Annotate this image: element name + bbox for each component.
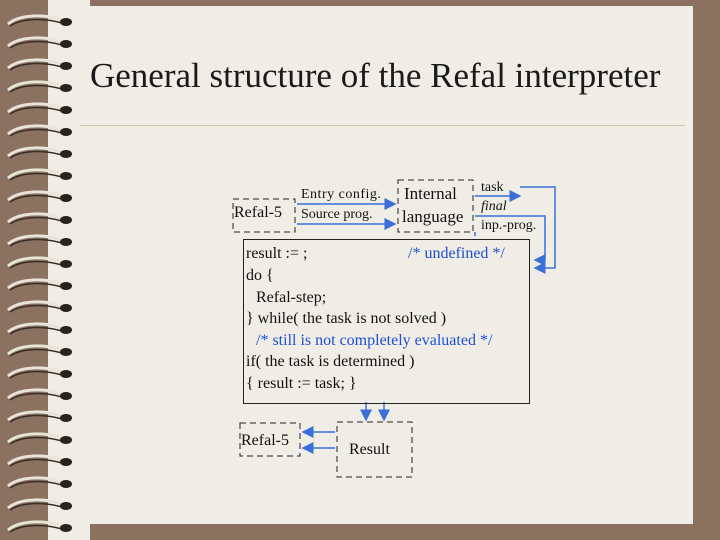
code-line-7: { result := task; } — [246, 375, 357, 392]
refal-label-top: Refal-5 — [234, 204, 282, 221]
code-line-2: do { — [246, 267, 274, 284]
task-label: task — [481, 180, 504, 195]
inp-prog-label: inp.-prog. — [481, 218, 537, 233]
slide-title: General structure of the Refal interpreter — [90, 56, 661, 95]
code-line-1: result := ; — [246, 245, 308, 262]
code-comment-still: /* still is not completely evaluated */ — [256, 332, 493, 349]
code-line-6: if( the task is determined ) — [246, 353, 415, 370]
code-line-4: } while( the task is not solved ) — [246, 310, 447, 327]
source-prog-label: Source prog. — [301, 207, 373, 222]
refal-label-bottom: Refal-5 — [241, 432, 289, 449]
internal-label: Internal — [404, 184, 457, 203]
final-label: final — [481, 199, 507, 214]
entry-config-label: Entry config. — [301, 187, 382, 202]
language-label: language — [402, 207, 464, 226]
code-comment-undefined: /* undefined */ — [408, 245, 505, 262]
code-line-3: Refal-step; — [256, 289, 327, 306]
result-label: Result — [349, 441, 390, 458]
